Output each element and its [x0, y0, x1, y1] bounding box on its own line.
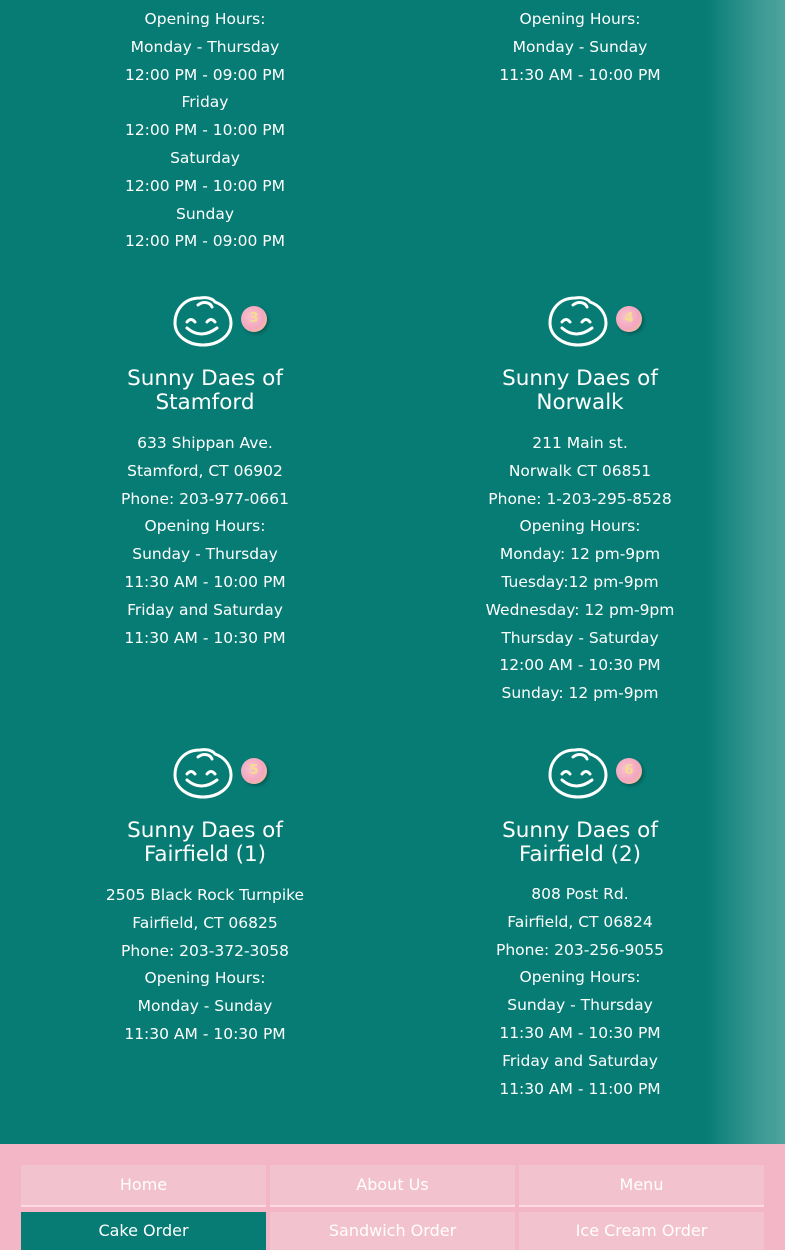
hours-line: Monday - Sunday	[137, 997, 273, 1016]
hours-line: 11:30 AM - 10:00 PM	[124, 572, 286, 591]
hours-line: Opening Hours:	[519, 10, 641, 28]
location-logo	[55, 748, 355, 804]
hours-line: Wednesday: 12 pm-9pm	[485, 600, 675, 619]
location-card-fairfield-2	[430, 748, 730, 867]
location-name-line: Sunny Daes of	[127, 366, 283, 391]
location-details-fairfield-1	[55, 882, 355, 1049]
hours-line: Thursday - Saturday	[501, 628, 659, 647]
smiling-face-icon	[172, 748, 236, 800]
phone-line: Phone: 203-256-9055	[496, 940, 664, 959]
address-line: Norwalk CT 06851	[508, 461, 652, 480]
location-name-line: Fairfield (2)	[518, 842, 642, 867]
address-line: Stamford, CT 06902	[127, 461, 283, 480]
location-number-badge: 6	[616, 758, 642, 784]
location-hours-top-right	[430, 6, 730, 89]
location-number-badge: 3	[241, 306, 267, 332]
nav-cake-order-button[interactable]: Cake Order	[21, 1212, 266, 1250]
address-line: Fairfield, CT 06824	[507, 912, 653, 931]
location-logo	[55, 296, 355, 352]
hours-line: Saturday	[170, 148, 240, 167]
address-line: 808 Post Rd.	[531, 885, 629, 903]
phone-line: Phone: 203-372-3058	[121, 941, 289, 960]
location-number-badge: 5	[241, 758, 267, 784]
location-card-norwalk	[430, 296, 730, 415]
phone-line: Phone: 1-203-295-8528	[488, 489, 672, 508]
address-line: Fairfield, CT 06825	[132, 913, 278, 932]
hours-line: Opening Hours:	[144, 517, 266, 536]
hours-line: Monday: 12 pm-9pm	[499, 545, 661, 564]
location-name-line: Sunny Daes of	[127, 818, 283, 843]
hours-line: Sunday - Thursday	[507, 996, 653, 1015]
nav-sandwich-order-button[interactable]: Sandwich Order	[270, 1212, 515, 1250]
location-name-line: Norwalk	[536, 390, 624, 415]
hours-line: Opening Hours:	[519, 517, 641, 536]
location-details-fairfield-2	[430, 881, 730, 1103]
hours-line: 12:00 PM - 09:00 PM	[124, 65, 286, 84]
hours-line: Opening Hours:	[144, 969, 266, 988]
location-card-stamford	[55, 296, 355, 415]
hours-line: 12:00 PM - 10:00 PM	[124, 121, 286, 140]
hours-line: Friday and Saturday	[502, 1051, 658, 1070]
hours-line: Tuesday:12 pm-9pm	[501, 572, 659, 591]
location-card-fairfield-1	[55, 748, 355, 867]
hours-line: 11:30 AM - 10:00 PM	[499, 65, 661, 84]
location-name	[55, 367, 355, 415]
location-details-norwalk	[430, 430, 730, 708]
smiling-face-icon	[172, 296, 236, 348]
location-name	[430, 367, 730, 415]
location-logo	[430, 296, 730, 352]
hours-line: Friday and Saturday	[127, 600, 283, 619]
location-hours-top-left	[55, 6, 355, 256]
hours-line: Monday - Sunday	[512, 37, 648, 56]
hours-line: Monday - Thursday	[130, 37, 280, 56]
hours-line: Opening Hours:	[144, 10, 266, 28]
hours-line: Sunday: 12 pm-9pm	[501, 684, 659, 703]
hours-line: Friday	[181, 93, 229, 112]
nav-about-us-button[interactable]: About Us	[270, 1165, 515, 1207]
hours-line: 11:30 AM - 10:30 PM	[124, 628, 286, 647]
phone-line: Phone: 203-977-0661	[121, 489, 289, 508]
address-line: 2505 Black Rock Turnpike	[105, 886, 305, 904]
location-name	[55, 819, 355, 867]
smiling-face-icon	[547, 748, 611, 800]
nav-ice-cream-order-button[interactable]: Ice Cream Order	[519, 1212, 764, 1250]
smiling-face-icon	[547, 296, 611, 348]
address-line: 633 Shippan Ave.	[137, 434, 273, 452]
hours-line: 12:00 PM - 10:00 PM	[124, 176, 286, 195]
hours-line: Opening Hours:	[519, 968, 641, 987]
hours-line: 11:30 AM - 10:30 PM	[499, 1023, 661, 1042]
location-name	[430, 819, 730, 867]
hours-line: 12:00 PM - 09:00 PM	[124, 232, 286, 251]
location-name-line: Sunny Daes of	[502, 818, 658, 843]
hours-line: 11:30 AM - 10:30 PM	[124, 1024, 286, 1043]
location-name-line: Fairfield (1)	[143, 842, 267, 867]
nav-menu-button[interactable]: Menu	[519, 1165, 764, 1207]
location-details-stamford	[55, 430, 355, 652]
nav-home-button[interactable]: Home	[21, 1165, 266, 1207]
hours-line: 12:00 AM - 10:30 PM	[499, 656, 661, 675]
footer-nav	[0, 1144, 785, 1250]
hours-line: Sunday - Thursday	[132, 545, 278, 564]
location-name-line: Sunny Daes of	[502, 366, 658, 391]
location-name-line: Stamford	[155, 390, 255, 415]
hours-line: Sunday	[176, 204, 234, 223]
hours-line: 11:30 AM - 11:00 PM	[499, 1079, 661, 1098]
location-logo	[430, 748, 730, 804]
address-line: 211 Main st.	[532, 434, 628, 452]
location-number-badge: 4	[616, 306, 642, 332]
